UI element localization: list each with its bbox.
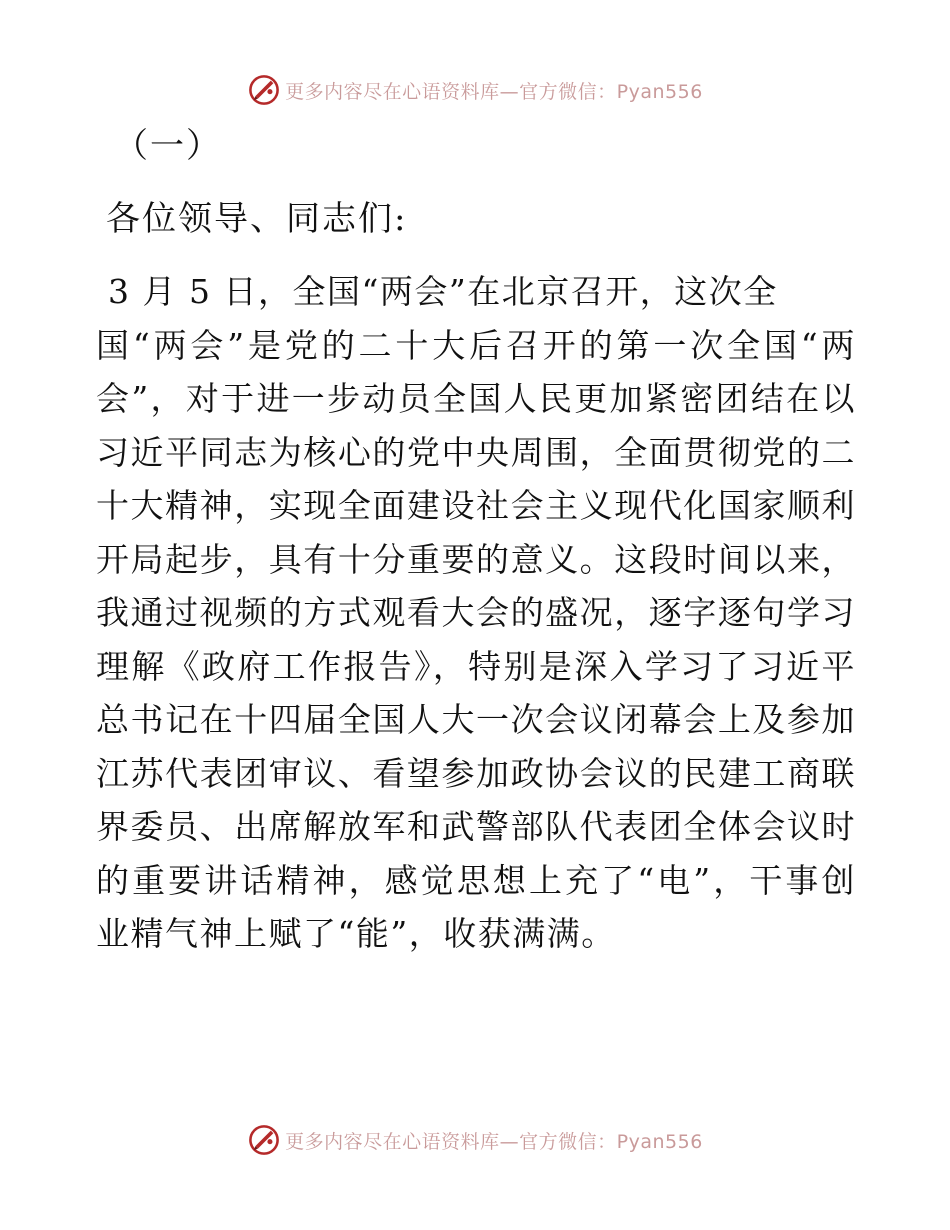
paragraph-line: 十大精神，实现全面建设社会主义现代化国家顺利	[96, 486, 856, 525]
section-heading: （一）	[114, 126, 222, 166]
paragraph-line: 我通过视频的方式观看大会的盛况，逐字逐句学习	[96, 593, 856, 632]
paragraph-line: 的重要讲话精神，感觉思想上充了“电”，干事创	[96, 860, 856, 900]
paragraph-line: 江苏代表团审议、看望参加政协会议的民建工商联	[96, 753, 856, 793]
paragraph-line: 开局起步，具有十分重要的意义。这段时间以来，	[96, 539, 856, 579]
watermark-text: 更多内容尽在心语资料库—官方微信：Pyan556	[285, 80, 703, 103]
body-paragraph	[96, 265, 856, 961]
paragraph-line: 国“两会”是党的二十大后召开的第一次全国“两	[96, 325, 856, 365]
header-watermark	[0, 70, 950, 110]
paragraph-line: 3 月 5 日，全国“两会”在北京召开，这次全	[108, 272, 778, 311]
document-body	[96, 122, 856, 961]
paragraph-line: 理解《政府工作报告》，特别是深入学习了习近平	[96, 646, 856, 686]
paragraph-line: 总书记在十四届全国人大一次会议闭幕会上及参加	[96, 700, 856, 739]
watermark-text: 更多内容尽在心语资料库—官方微信：Pyan556	[285, 1130, 703, 1153]
paragraph-line: 会”，对于进一步动员全国人民更加紧密团结在以	[96, 379, 856, 418]
paragraph-line: 业精气神上赋了“能”，收获满满。	[96, 914, 616, 953]
pen-nib-logo-icon	[247, 1123, 281, 1157]
footer-watermark	[0, 1120, 950, 1160]
paragraph-line: 界委员、出席解放军和武警部队代表团全体会议时	[96, 807, 856, 846]
greeting-line: 各位领导、同志们:	[106, 199, 408, 239]
pen-nib-logo-icon	[247, 73, 281, 107]
paragraph-line: 习近平同志为核心的党中央周围，全面贯彻党的二	[96, 432, 856, 472]
